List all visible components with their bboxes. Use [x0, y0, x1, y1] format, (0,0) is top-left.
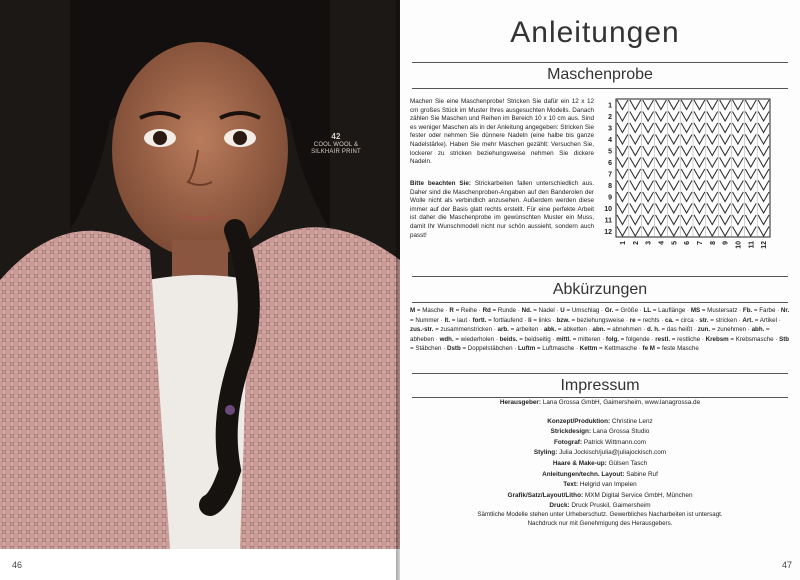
abbr-definition: = abheben ·: [410, 326, 770, 343]
abbr-definition: = Mustersatz ·: [700, 307, 743, 314]
row-label: 3: [608, 125, 612, 133]
abbr-definition: = Nummer ·: [410, 316, 445, 324]
maschenprobe-para1: Machen Sie eine Maschenprobe! Stricken Sie dafür ein 12 x 12 cm großes Stück im Muster Ihres ausgesuchten Modells. Danach zählen Sie Maschen und Reihen im Bereich 10 x 10 cm aus. Sind es weniger Maschen als in der Anleitung angegeben: Stricken Sie fester oder nehmen Sie dünnere Nadeln (eine halbe bis ganze Nadelstärke). Haben Sie mehr Maschen gezählt: Versuchen Sie, lockerer zu stricken beziehungsweise nehmen Sie dickere Nadeln.: [410, 98, 594, 166]
abbr-definition: = zunehmen ·: [710, 326, 752, 334]
impressum-label: Grafik/Satz/Layout/Litho:: [507, 491, 585, 499]
page-title: Anleitungen: [510, 16, 680, 49]
child-photo: [0, 0, 400, 549]
caption-line-2: SILKHAIR PRINT: [311, 149, 361, 155]
child-photo-illustration: [0, 0, 400, 549]
abbr-definition: = Reihe ·: [453, 307, 483, 314]
divider: [412, 62, 788, 63]
abbr-term: Stb: [779, 335, 790, 343]
abbr-term: mittl.: [556, 335, 571, 343]
impressum-label: Haare & Make-up:: [552, 459, 609, 467]
abbr-term: abk.: [543, 326, 557, 334]
column-label: 4: [658, 241, 666, 245]
row-label: 10: [604, 206, 612, 214]
impressum-value: Patrick Wittmann.com: [583, 438, 646, 446]
impressum-label: Konzept/Produktion:: [547, 417, 612, 425]
abbr-term: Gr.: [604, 307, 614, 314]
abbr-term: Luftm: [518, 345, 536, 353]
abbr-term: Nd.: [521, 307, 532, 314]
impressum-value: Sabine Ruf: [626, 470, 658, 478]
row-label: 7: [608, 171, 612, 179]
impressum-row: [420, 491, 780, 502]
abbr-definition: = arbeiten ·: [508, 326, 544, 334]
abbr-term: M: [410, 307, 416, 314]
abbr-definition: = abketten ·: [556, 326, 593, 334]
abbr-definition: = laut ·: [450, 316, 473, 324]
abbr-term: folg.: [605, 335, 619, 343]
column-label: 3: [645, 241, 653, 245]
abbr-definition: = feste Masche: [654, 345, 699, 353]
abbr-definition: = restliche ·: [670, 335, 706, 343]
impressum-rows: [420, 417, 780, 512]
abbr-term: Kettm: [579, 345, 598, 353]
right-page: [400, 0, 800, 580]
abbr-definition: = Artikel ·: [753, 316, 781, 324]
copyright-block: [420, 510, 780, 528]
column-label: 6: [684, 241, 692, 245]
abbreviation-list: [410, 306, 790, 354]
impressum-row: [420, 480, 780, 491]
impressum-value: Helgrid van Impelen: [579, 481, 637, 489]
abbr-definition: = Umschlag ·: [564, 307, 605, 314]
column-label: 5: [671, 241, 679, 245]
impressum-value: MXM Digital Service GmbH, München: [584, 491, 693, 499]
abbr-term: Dstb: [446, 345, 461, 353]
impressum-label: Styling:: [533, 449, 560, 457]
abbr-definition: = Größe ·: [613, 307, 644, 314]
page-number-right: 47: [781, 560, 792, 570]
abbr-term: re: [629, 316, 636, 324]
abbr-term: lt.: [444, 316, 451, 324]
column-label: 12: [761, 241, 769, 249]
abbr-definition: = circa ·: [673, 316, 700, 324]
abbr-term: fe M: [642, 345, 655, 353]
impressum-label: Text:: [563, 481, 580, 489]
abbr-term: Rd: [482, 307, 491, 314]
impressum-row: [420, 417, 780, 428]
column-label: 10: [735, 241, 743, 249]
row-label: 12: [604, 229, 612, 237]
divider: [412, 373, 788, 374]
row-label: 1: [608, 102, 612, 110]
abbr-definition: = mitteren ·: [570, 335, 606, 343]
gauge-grid-svg: [600, 97, 776, 257]
abbr-term: R: [449, 307, 454, 314]
abbr-definition: = folgende ·: [618, 335, 656, 343]
abbr-term: U: [560, 307, 565, 314]
maschenprobe-heading: Maschenprobe: [547, 66, 653, 83]
abkuerzungen-heading: Abkürzungen: [552, 281, 648, 298]
abbr-definition: = Lauflänge ·: [651, 307, 691, 314]
row-label: 9: [608, 194, 612, 202]
abbr-term: abn.: [592, 326, 606, 334]
abbr-term: LL: [643, 307, 652, 314]
abbr-term: Fb.: [742, 307, 753, 314]
page-number-left: 46: [12, 560, 23, 570]
note-label: Bitte beachten Sie:: [410, 180, 471, 187]
abbr-definition: = beidseitig ·: [517, 335, 557, 343]
divider: [412, 276, 788, 277]
abbr-definition: = Krebsmasche ·: [728, 335, 780, 343]
impressum-row: [420, 427, 780, 438]
divider: [412, 88, 788, 89]
abbr-definition: = Farbe ·: [752, 307, 781, 314]
column-label: 8: [709, 241, 717, 245]
abbr-definition: = rechts ·: [635, 316, 666, 324]
caption-line-1: COOL WOOL &: [313, 142, 359, 148]
abbr-term: abh.: [751, 326, 765, 334]
abbr-term: Krebsm: [705, 335, 729, 343]
impressum-heading: Impressum: [560, 377, 640, 394]
abbr-term: zus.-str.: [410, 326, 434, 334]
impressum-block: [420, 398, 780, 512]
impressum-herausgeber: [420, 398, 780, 409]
abbr-term: wdh.: [439, 335, 454, 343]
row-label: 8: [608, 183, 612, 191]
impressum-label: Herausgeber:: [499, 399, 542, 406]
maschenprobe-chart: [600, 97, 776, 257]
impressum-label: Druck:: [549, 502, 572, 510]
abbr-term: bzw.: [556, 316, 570, 324]
abbr-definition: = Doppelstäbchen ·: [460, 345, 519, 353]
abbr-definition: = Masche ·: [415, 307, 450, 314]
impressum-value: Gülsen Tasch: [608, 459, 648, 467]
abbr-term: zun.: [697, 326, 711, 334]
abbr-term: beids.: [499, 335, 518, 343]
impressum-label: Fotograf:: [554, 438, 584, 446]
abbr-term: str.: [699, 316, 709, 324]
impressum-row: [420, 459, 780, 470]
impressum-value: Julia Jockisch/julia@juliajockisch.com: [559, 449, 667, 457]
abbr-definition: = beziehungsweise ·: [569, 316, 630, 324]
abbr-term: arb.: [497, 326, 509, 334]
impressum-value: Lana Grossa Studio: [592, 428, 650, 436]
abbr-definition: = fortlaufend ·: [486, 316, 529, 324]
impressum-value: Christine Lenz: [611, 417, 653, 425]
impressum-row: [420, 470, 780, 481]
column-label: 11: [748, 241, 756, 249]
abbr-definition: = abnehmen ·: [605, 326, 648, 334]
abbr-definition: = das heißt ·: [659, 326, 698, 334]
abbr-definition: = Stäbchen ·: [410, 345, 447, 353]
divider: [412, 302, 788, 303]
abbr-definition: = Luftmasche ·: [535, 345, 580, 353]
impressum-label: Anleitungen/techn. Layout:: [542, 470, 627, 478]
abbr-term: restl.: [655, 335, 671, 343]
abbr-definition: = zusammenstricken ·: [433, 326, 498, 334]
impressum-value: Lana Grossa GmbH, Gaimersheim, www.lanagrossa.de: [542, 399, 701, 406]
impressum-label: Strickdesign:: [550, 428, 593, 436]
row-label: 11: [604, 217, 612, 225]
abbr-term: fortl.: [472, 316, 487, 324]
row-label: 6: [608, 160, 612, 168]
copyright-line-2: Nachdruck nur mit Genehmigung des Herausgebers.: [527, 520, 673, 527]
caption-number: 42: [331, 132, 341, 141]
impressum-row: [420, 448, 780, 459]
row-label: 2: [608, 114, 612, 122]
abbr-definition: = links ·: [531, 316, 557, 324]
maschenprobe-para2: [410, 180, 594, 240]
abbr-definition: = wiederholen ·: [453, 335, 500, 343]
column-label: 2: [632, 241, 640, 245]
row-label: 4: [608, 137, 612, 145]
abbr-term: ca.: [665, 316, 674, 324]
abbr-definition: = Kettmasche ·: [597, 345, 643, 353]
abbr-term: Art.: [742, 316, 754, 324]
column-label: 1: [619, 241, 627, 245]
column-label: 7: [696, 241, 704, 245]
abbr-term: MS: [690, 307, 701, 314]
abbr-definition: = Nadel ·: [531, 307, 561, 314]
column-label: 9: [722, 241, 730, 245]
impressum-value: Druck Pruskil, Gaimersheim: [571, 502, 651, 510]
photo-caption: [306, 133, 366, 156]
impressum-row: [420, 438, 780, 449]
abbr-definition: = stricken ·: [708, 316, 743, 324]
note-text: Strickarbeiten fallen unterschiedlich aus. Daher sind die Maschenproben-Angaben auf den Banderolen der Wolle nicht als verbindlich anzusehen. Außerdem werden diese immer auf der Basis glatt rechts erstellt. Für eine perfekte Arbeit ist daher die Maschenprobe im gewünschten Muster ein Muss, damit Ihr Wunschmodell nicht nur schön aussieht, sondern auch passt!: [410, 180, 594, 239]
abbr-term: d. h.: [647, 326, 660, 334]
copyright-line-1: Sämtliche Modelle stehen unter Urheberschutz. Gewerbliches Nacharbeiten ist untersagt.: [477, 511, 723, 518]
abbr-definition: = Runde ·: [490, 307, 522, 314]
row-label: 5: [608, 148, 612, 156]
abbr-term: Nr.: [780, 307, 790, 314]
abbr-term: li: [528, 316, 532, 324]
